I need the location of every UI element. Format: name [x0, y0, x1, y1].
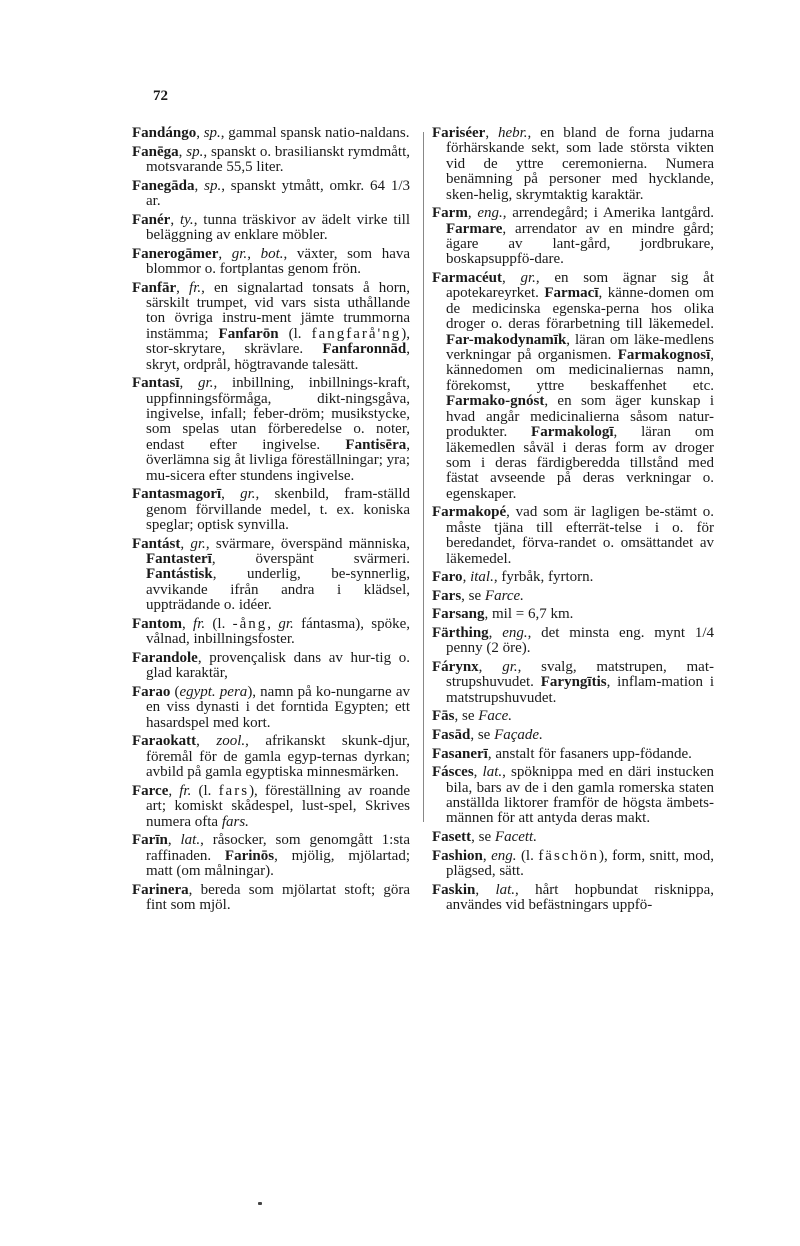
print-mark — [258, 1202, 262, 1205]
entry-text: , — [196, 125, 204, 141]
dictionary-entry — [132, 833, 410, 879]
entry-text: , läran om läkemedlen såväl i deras form av droger som i deras färdigberedda tillstånd med fästat avseende på deras verkningar o. egenskaper. — [446, 424, 714, 502]
entry-text: , tunna träskivor av ädelt virke till beläggning av enklare möbler. — [146, 211, 410, 243]
dictionary-entry — [432, 271, 714, 502]
entry-text: , spanskt ytmått, omkr. 64 1/3 ar. — [146, 177, 410, 209]
entry-headword: Fantasterī — [146, 551, 212, 568]
dictionary-entry — [132, 376, 410, 484]
entry-text: , afrikanskt skunk-djur, föremål för de gamla egyp-ternas dyrkan; avbild på gamla egyptiska minnesmärken. — [146, 733, 410, 781]
entry-italic: gr. — [520, 270, 536, 287]
entry-italic: hebr. — [497, 125, 528, 141]
entry-pronunciation: -ång — [232, 615, 268, 632]
entry-italic: gr. — [278, 615, 294, 632]
dictionary-entry — [432, 660, 714, 706]
entry-italic: lat. — [482, 764, 503, 781]
dictionary-entry — [132, 685, 410, 731]
entry-headword: Fárynx — [432, 658, 479, 675]
entry-italic: sp. — [186, 143, 204, 160]
entry-text: , inflam-mation i matstrupshuvudet. — [446, 674, 714, 706]
entry-text: , gammal spansk natio-naldans. — [220, 125, 410, 141]
dictionary-entry — [432, 709, 714, 724]
entry-text: , överspänt svärmeri. — [211, 551, 410, 568]
entry-headword: Farmacéut — [432, 270, 502, 287]
entry-text: , — [168, 782, 180, 799]
dictionary-entry — [432, 206, 714, 268]
entry-text: , — [179, 375, 199, 392]
entry-text: , — [178, 143, 187, 160]
entry-text: , — [182, 615, 194, 632]
entry-text: , en signalartad tonsats å horn, särskilt trumpet, vid vars sista uthållande ton övriga instru-ment jämte trummorna instämma; — [146, 279, 410, 342]
entry-headword: Fanegāda — [132, 177, 195, 194]
dictionary-entry — [432, 607, 714, 622]
entry-text: , läran om läke-medlens verkningar på organismen. — [446, 331, 714, 364]
entry-headword: Fasett — [432, 828, 472, 845]
entry-headword: Farinōs — [224, 847, 275, 864]
entry-text: , vad som är lagligen be-stämt o. måste tjäna till efterrät-telse i o. för beredandet, förva-randet o. omsättandet av läkemedel. — [446, 504, 714, 567]
entry-text: , känne-domen om de medicinska egenska-perna hos olika droger o. deras förarbetning till läkemedel. — [446, 285, 714, 333]
entry-headword: Fashion — [432, 847, 483, 864]
entry-headword: Faryngītis — [540, 674, 607, 691]
entry-headword: Fanfarōn — [218, 325, 279, 342]
entry-text: , en som ägnar sig åt apotekareyrket. — [446, 270, 714, 302]
entry-italic: fr. — [189, 279, 202, 296]
dictionary-entry — [132, 126, 410, 141]
entry-text: , bereda som mjölartat stoft; göra fint som mjöl. — [146, 881, 410, 913]
entry-italic: Facett. — [494, 828, 537, 845]
entry-headword: Fanerogāmer — [132, 245, 219, 262]
entry-text: , se — [470, 726, 495, 743]
entry-headword: Fantisēra — [345, 436, 407, 453]
entry-headword: Fandángo — [132, 125, 197, 141]
entry-headword: Fantasmagorī — [132, 486, 222, 503]
entry-text: , — [482, 847, 492, 864]
entry-italic: bot. — [260, 245, 284, 262]
entry-text: ), namn på ko-nungarne av en viss dynasti i det forntida Egypten; ett hasardspel med kort. — [146, 683, 410, 731]
left-column — [132, 126, 410, 917]
entry-headword: Far-makodynamīk — [446, 331, 567, 348]
entry-text: , — [501, 270, 521, 287]
entry-headword: Faskin — [432, 881, 476, 898]
entry-headword: Fariséer — [432, 125, 486, 141]
entry-text: , en som äger kunskap i hvad angår medicinalierna såsom natur-produkter. — [446, 393, 714, 441]
entry-text: , — [488, 624, 503, 641]
entry-headword: Faro — [432, 569, 463, 586]
entry-headword: Fantom — [132, 615, 182, 632]
entry-text: , råsocker, som genomgått 1:sta raffinaden. — [146, 832, 410, 864]
entry-text: , — [247, 245, 261, 262]
entry-italic: Façade. — [494, 726, 543, 743]
entry-pronunciation: fangfarå'ng — [311, 325, 402, 342]
entry-headword: Fasād — [432, 726, 471, 743]
entry-italic: Farce. — [484, 587, 524, 604]
entry-text: , — [170, 211, 180, 228]
entry-text: , — [167, 832, 181, 849]
entry-text: , växter, som hava blommor o. fortplantas genom frön. — [146, 245, 411, 277]
dictionary-entry — [132, 281, 410, 373]
entry-text: , en bland de forna judarna förhärskande sekt, som lade största vikten vid de yttre ceremonierna. Numera benämning på personer med hycklande, sken-helig, skrymtaktig karaktär. — [446, 125, 714, 203]
dictionary-entry — [132, 179, 410, 210]
entry-italic: ital. — [470, 569, 494, 586]
entry-headword: Farce — [132, 782, 169, 799]
entry-text: , — [196, 733, 217, 750]
dictionary-entry — [432, 570, 714, 585]
entry-headword: Farīn — [132, 832, 168, 849]
entry-text: , svärmare, överspänd människa, — [205, 535, 410, 552]
entry-headword: Farmare — [446, 220, 503, 237]
dictionary-entry — [132, 883, 410, 914]
entry-headword: Fanér — [132, 211, 171, 228]
entry-headword: Fanēga — [132, 143, 179, 160]
dictionary-entry — [432, 728, 714, 743]
entry-italic: gr. — [240, 486, 256, 503]
entry-text: , underlig, be-synnerlig, avvikande ifrån andra i klädsel, uppträdande o. idéer. — [146, 566, 410, 614]
entry-italic: egypt. pera — [179, 683, 248, 700]
entry-headword: Färthing — [432, 624, 489, 641]
entry-pronunciation: fäschön — [538, 847, 599, 864]
entry-text: , — [473, 764, 483, 781]
entry-text: , fyrbåk, fyrtorn. — [493, 569, 594, 586]
dictionary-entry — [432, 626, 714, 657]
entry-text: , arrendator av en mindre gård; ägare av lant-gård, jordbrukare, boskapsuppfö-dare. — [446, 220, 714, 268]
dictionary-entry — [132, 617, 410, 648]
entry-italic: gr. — [198, 375, 214, 392]
entry-italic: eng. — [502, 624, 528, 641]
dictionary-entry — [132, 734, 410, 780]
entry-headword: Farinera — [132, 881, 189, 898]
entry-headword: Fanfār — [132, 279, 177, 296]
entry-headword: Farmakologī — [531, 424, 614, 441]
entry-headword: Fantasī — [132, 375, 180, 392]
entry-italic: fr. — [179, 782, 192, 799]
entry-text: (l. — [191, 782, 219, 799]
entry-text: ( — [170, 683, 180, 700]
entry-text: , inbillning, inbillnings-kraft, uppfinningsförmåga, dikt-ningsgåva, ingivelse, infall; feber-dröm; musikstycke, som spelas utan förberedelse o. noter, endast efter ingivelse. — [146, 375, 411, 453]
dictionary-entry — [432, 765, 714, 827]
entry-text: (l. — [205, 615, 233, 632]
entry-text: , — [485, 125, 498, 141]
dictionary-entry — [432, 883, 714, 914]
entry-text: (l. — [278, 325, 312, 342]
entry-text: , svalg, matstrupen, mat-strupshuvudet. — [446, 658, 714, 691]
entry-text: ), föreställning av roande art; komiskt skådespel, lust-spel, Skrives numera ofta — [146, 782, 411, 830]
entry-text: , mil = 6,7 km. — [484, 606, 574, 623]
right-column — [432, 126, 714, 917]
column-rule — [423, 132, 424, 822]
dictionary-entry — [132, 537, 410, 614]
entry-italic: sp. — [203, 125, 221, 141]
entry-text: , skenbild, fram-ställd genom förvillande medel, t. ex. koniska speglar; optisk synvilla. — [146, 486, 411, 534]
entry-italic: fr. — [193, 615, 206, 632]
entry-text: , överlämna sig åt livliga föreställningar; yra; mu-sicera efter stundens ingivelse. — [146, 436, 410, 484]
entry-text: , kännedomen om medicinaliernas namn, förekomst, yttre beskaffenhet etc. — [446, 347, 714, 394]
entry-headword: Farmacī — [544, 285, 599, 302]
entry-text: , det minsta eng. mynt 1/4 penny (2 öre). — [446, 624, 715, 657]
entry-italic: eng. — [477, 205, 503, 222]
page-number: 72 — [153, 88, 168, 104]
dictionary-entry — [132, 487, 410, 533]
entry-text: , provençalisk dans av hur-tig o. glad karaktär, — [146, 649, 410, 682]
entry-text: , — [267, 615, 279, 632]
entry-italic: lat. — [495, 881, 516, 898]
entry-text: , spanskt o. brasilianskt rymdmått, motsvarande 55,5 liter. — [146, 143, 411, 175]
entry-headword: Farmako-gnóst — [446, 393, 545, 410]
entry-text: , — [221, 486, 241, 503]
dictionary-entry — [432, 747, 714, 762]
entry-headword: Fásces — [432, 764, 474, 781]
entry-text: , — [475, 881, 496, 898]
dictionary-entry — [432, 830, 714, 845]
entry-headword: Fantástisk — [146, 566, 213, 583]
dictionary-entry — [432, 589, 714, 604]
entry-headword: Faraokatt — [132, 733, 197, 750]
entry-italic: gr. — [502, 658, 518, 675]
entry-text: , — [478, 658, 503, 675]
entry-headword: Fasanerī — [432, 745, 488, 762]
entry-text: (l. — [516, 847, 539, 864]
entry-text: , se — [454, 708, 479, 725]
entry-headword: Fās — [432, 708, 455, 725]
entry-headword: Farao — [132, 683, 171, 700]
entry-headword: Farandole — [132, 649, 198, 666]
entry-italic: sp. — [204, 177, 222, 194]
entry-headword: Farmakopé — [432, 504, 507, 521]
entry-headword: Fanfaronnād — [322, 341, 407, 358]
entry-italic: eng. — [491, 847, 517, 864]
entry-text: , — [180, 535, 191, 552]
entry-italic: zool. — [216, 733, 246, 750]
entry-headword: Farmakognosī — [617, 347, 711, 364]
entry-text: , — [176, 279, 190, 296]
entry-text: , — [218, 245, 232, 262]
entry-italic: fars. — [221, 813, 249, 830]
entry-text: ), form, snitt, mod, plägsed, sätt. — [446, 847, 714, 879]
entry-text: , anstalt för fasaners upp-födande. — [487, 745, 692, 762]
entry-italic: gr. — [231, 245, 248, 262]
dictionary-entry — [132, 651, 410, 682]
dictionary-entry — [432, 505, 714, 567]
entry-headword: Fantást — [132, 535, 181, 552]
dictionary-entry — [132, 784, 410, 830]
entry-text: , mjölig, mjölartad; matt (om målningar). — [146, 847, 410, 879]
dictionary-entry — [432, 849, 714, 880]
dictionary-entry — [132, 213, 410, 244]
entry-text: , arrendegård; i Amerika lantgård. — [502, 205, 714, 222]
entry-text: , skryt, ordprål, högtravande talesätt. — [146, 341, 410, 373]
entry-text: , — [462, 569, 471, 586]
dictionary-entry — [432, 126, 714, 203]
entry-italic: ty. — [179, 211, 194, 228]
entry-text: fántasma), spöke, vålnad, inbillningsfoster. — [146, 615, 410, 648]
entry-text: , se — [471, 828, 495, 845]
entry-text: , se — [461, 587, 485, 604]
entry-italic: lat. — [180, 832, 201, 849]
entry-headword: Farm — [432, 205, 468, 222]
entry-italic: gr. — [190, 535, 206, 552]
entry-text: , — [194, 177, 205, 194]
entry-headword: Farsang — [432, 606, 485, 623]
entry-pronunciation: fars — [218, 782, 250, 799]
entry-text: , spöknippa med en däri instucken bila, bars av de i den gamla romerska staten anställda liktorer framför de högsta ämbets-männen för att antyda deras makt. — [446, 764, 714, 827]
entry-italic: Face. — [478, 708, 512, 725]
dictionary-entry — [132, 247, 410, 278]
dictionary-entry — [132, 145, 410, 176]
entry-headword: Fars — [432, 587, 462, 604]
entry-text: , — [467, 205, 478, 222]
entry-text: , hårt hopbundat risknippa, användes vid befästningars uppfö- — [446, 881, 714, 913]
entry-text: ), stor-skrytare, skrävlare. — [146, 325, 410, 358]
